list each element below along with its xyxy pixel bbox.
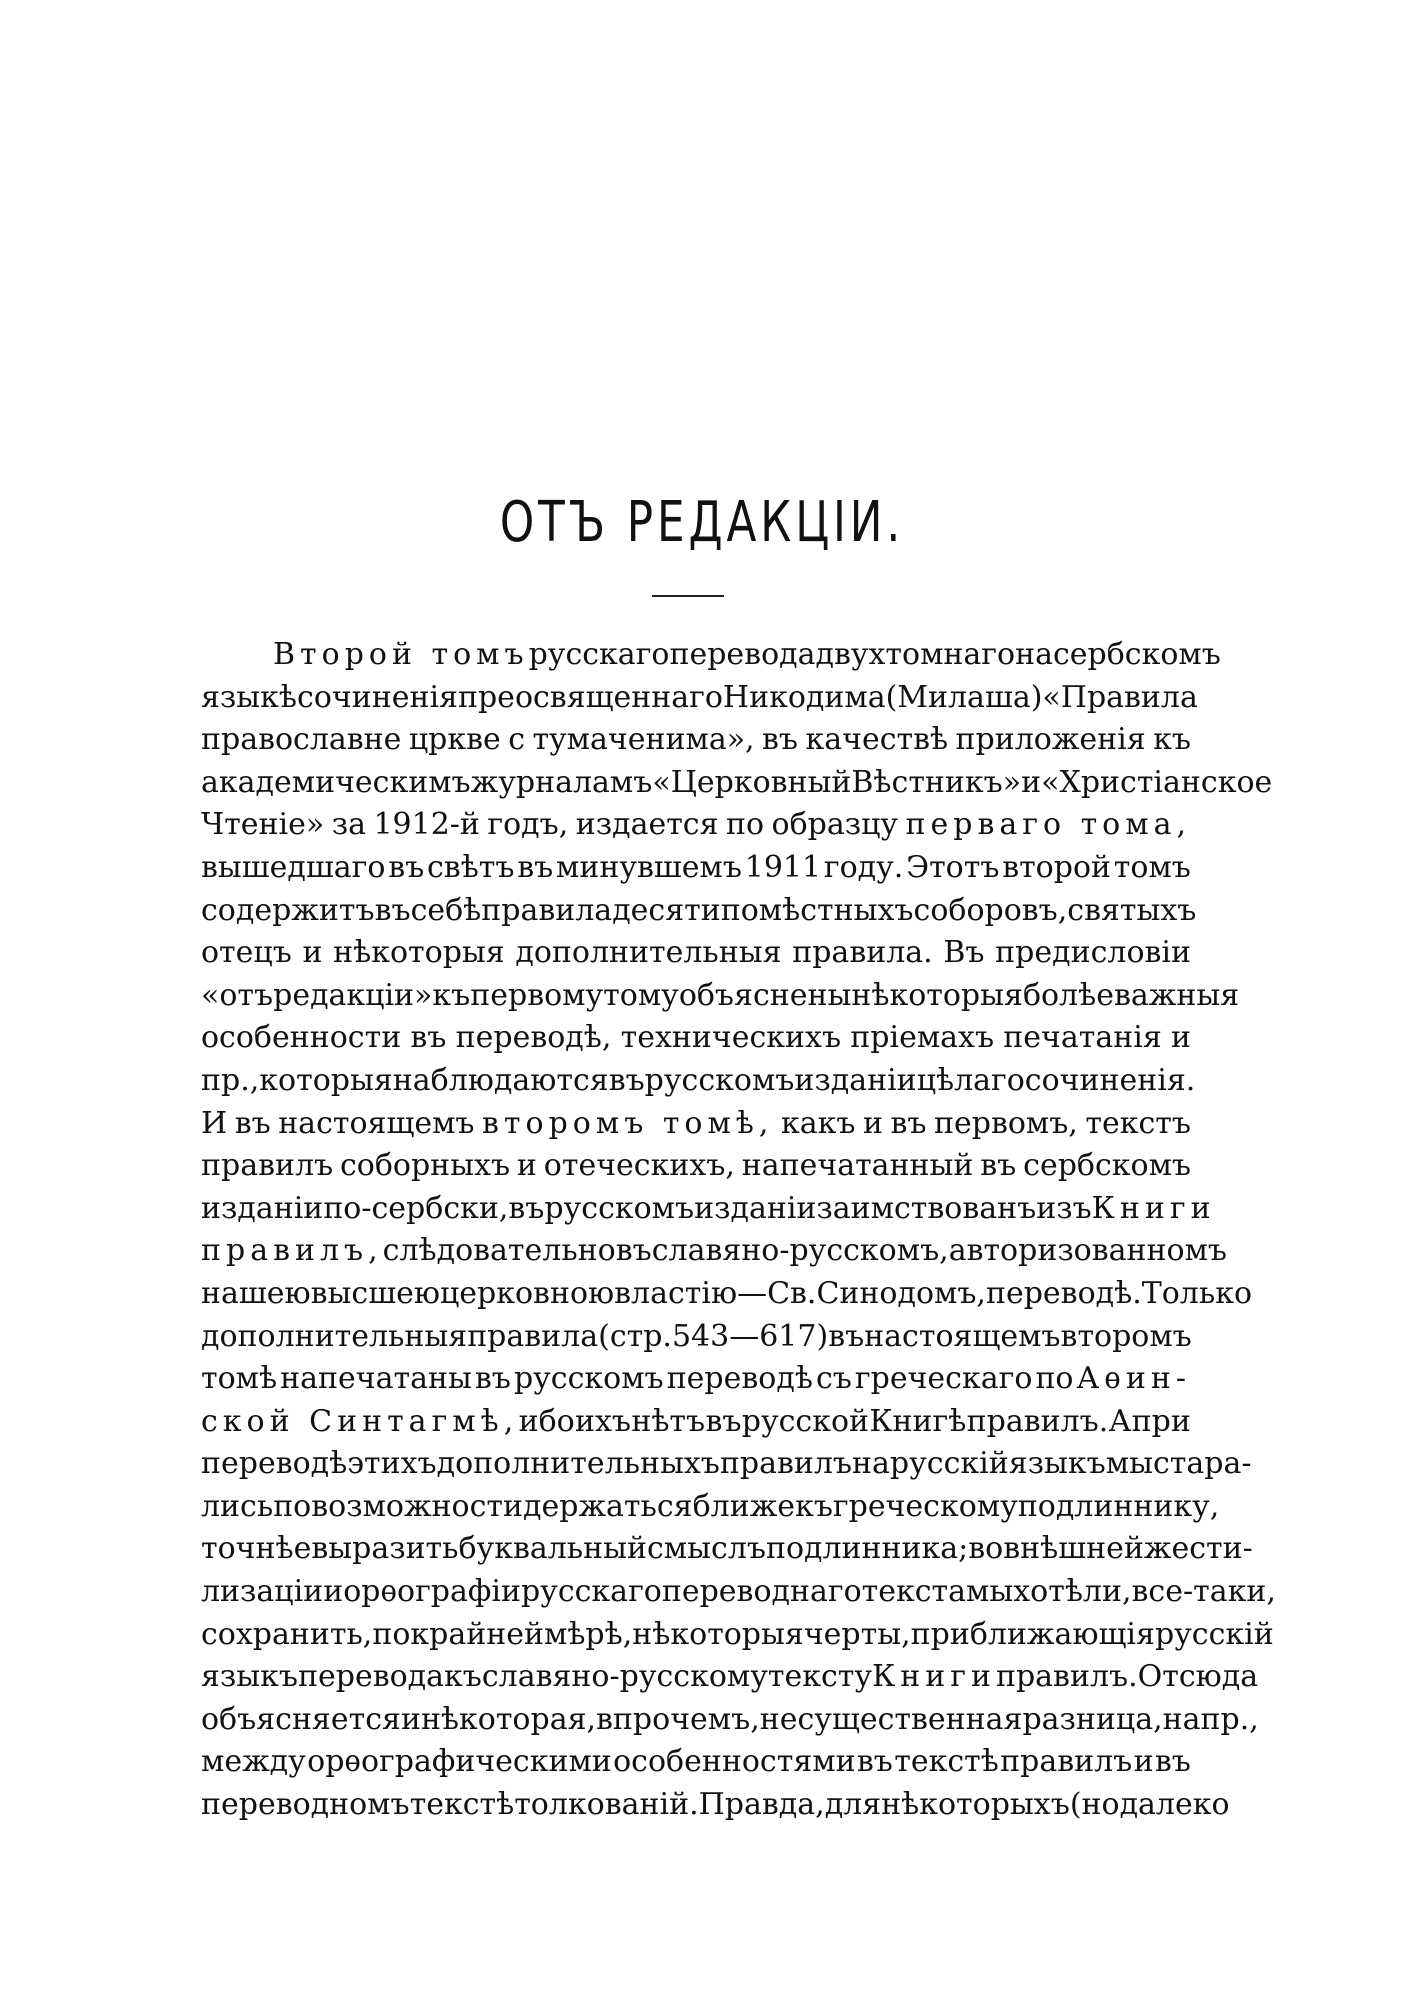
text-line [201, 1060, 1196, 1103]
text-word: предисловіи [995, 935, 1191, 971]
text-word: русскій [889, 1446, 1009, 1482]
text-word: слѣдовательно [382, 1233, 616, 1269]
text-word: приложенія [955, 722, 1146, 758]
text-word: сербскомъ [1052, 637, 1221, 672]
text-word: заимствованъ [816, 1190, 1037, 1226]
text-line [201, 847, 1191, 890]
text-word: и [302, 935, 323, 971]
text-line [201, 634, 1221, 677]
text-line [201, 1230, 1227, 1273]
text-word: языкѣ [201, 679, 298, 715]
text-line [201, 1571, 1276, 1614]
text-word: сербскомъ [1023, 1148, 1191, 1184]
text-word: переводѣ [201, 1446, 348, 1482]
text-word: въ [615, 1233, 652, 1269]
text-word: въ [508, 1190, 545, 1226]
text-word: русскаго [520, 1574, 662, 1610]
text-word: важныя [1113, 977, 1240, 1013]
text-line [201, 677, 1198, 720]
text-word: на [1015, 637, 1053, 672]
text-word: цркве [408, 722, 501, 758]
text-word: изъ [1036, 1190, 1092, 1226]
text-word: (Милаша) [885, 679, 1043, 715]
text-word: «отъ [201, 977, 274, 1013]
text-word: между [201, 1744, 306, 1780]
text-word: Второй томъ [273, 637, 529, 672]
text-word: двухтомнаго [815, 637, 1016, 672]
text-word: первомъ, [933, 1105, 1078, 1141]
text-word: святыхъ [1067, 892, 1197, 928]
text-word: преосвященнаго [457, 679, 723, 715]
text-line [201, 1656, 1259, 1699]
text-word: и [1021, 764, 1042, 800]
text-word: въ [374, 892, 411, 928]
text-word: ской Синтагмѣ, [201, 1403, 519, 1439]
text-word: русской [741, 1403, 869, 1439]
text-word: нѣкоторыхъ [881, 1787, 1070, 1823]
text-word: А [1108, 1403, 1132, 1439]
text-word: приближающія [910, 1616, 1155, 1652]
text-word: и [1171, 1020, 1191, 1056]
text-word: дополнительныя [515, 935, 782, 971]
text-word: русскій [1154, 1616, 1274, 1652]
text-word: особенности [201, 1020, 402, 1056]
text-word: второмъ томѣ, [482, 1105, 774, 1141]
text-word: дополнительныхъ [436, 1446, 720, 1482]
text-word: русскомъ [513, 1361, 664, 1397]
text-word: въ [762, 722, 799, 758]
text-word: отеческихъ, [543, 1148, 735, 1184]
text-word: сти- [1189, 1531, 1253, 1567]
text-word: впрочемъ, [596, 1701, 760, 1737]
text-line [201, 1401, 1191, 1444]
text-line [201, 1443, 1252, 1486]
text-word: помѣстныхъ [720, 892, 914, 928]
text-word: тексту [767, 1659, 873, 1695]
text-word: Правда, [698, 1787, 825, 1823]
text-word: для [824, 1787, 882, 1823]
text-word: по [372, 1616, 411, 1652]
text-word: въ [388, 849, 425, 885]
text-word: выразить [311, 1531, 459, 1567]
text-line [201, 1614, 1274, 1657]
text-word: ихъ [575, 1403, 632, 1439]
text-word: и [323, 1574, 344, 1610]
page-title: ОТЪ РЕДАКЦІИ. [499, 490, 905, 555]
text-word: ибо [518, 1403, 575, 1439]
text-word: нѣкоторая, [420, 1701, 597, 1737]
text-word: въ [517, 849, 554, 885]
text-word: Вѣстникъ» [851, 764, 1022, 800]
text-word: буквальный [458, 1531, 647, 1567]
text-line [201, 719, 1191, 762]
text-word: напр., [1162, 1701, 1259, 1737]
text-word: нѣкоторыя [851, 977, 1023, 1013]
text-word: тумаченима», [532, 722, 755, 758]
text-word: с [508, 722, 525, 758]
text-word: русскомъ [644, 1062, 795, 1098]
text-word: правилъ [201, 1148, 334, 1184]
text-word: переводѣ. [985, 1275, 1142, 1311]
text-word: правила. [792, 935, 933, 971]
text-word: въ [705, 1403, 742, 1439]
text-word: къ [432, 977, 471, 1013]
text-word: съ [815, 1361, 852, 1397]
text-word: толкованій. [514, 1787, 699, 1823]
text-word: и [862, 1105, 883, 1141]
text-word: десяти [612, 892, 721, 928]
text-word: особенностями [613, 1744, 856, 1780]
text-word: свѣтъ [427, 849, 515, 885]
text-line [201, 1358, 1191, 1401]
text-word: 543—617) [671, 1318, 829, 1354]
text-word: и [516, 1148, 537, 1184]
text-word: по-сербски, [323, 1190, 509, 1226]
text-word: соборныхъ [339, 1148, 511, 1184]
text-line [201, 932, 1191, 975]
text-word: второмъ [1060, 1318, 1192, 1354]
text-word: по [726, 807, 765, 843]
text-word: перевода [298, 1659, 445, 1695]
text-word: напечатаны [280, 1361, 472, 1397]
text-word: качествѣ [805, 722, 949, 758]
text-word: въ [890, 1105, 927, 1141]
text-word: первому [470, 977, 604, 1013]
text-word: минувшемъ [556, 849, 742, 885]
text-word: настоящемъ [864, 1318, 1061, 1354]
text-word: правилъ, [201, 1233, 383, 1269]
text-word: мѣрѣ, [543, 1616, 633, 1652]
text-word: (но [1069, 1787, 1120, 1823]
text-word: русскомъ [544, 1190, 695, 1226]
text-word: себѣ [410, 892, 482, 928]
text-word: текста [861, 1574, 967, 1610]
text-word: Никодима [722, 679, 886, 715]
text-word: объяснены [678, 977, 852, 1013]
text-word: въ [856, 1744, 893, 1780]
text-word: хотѣли, [1013, 1574, 1132, 1610]
text-word: въ [828, 1318, 865, 1354]
text-word: смыслъ [647, 1531, 766, 1567]
text-word: печатанія [1003, 1020, 1162, 1056]
text-word: держаться [523, 1488, 693, 1524]
text-word: же [1143, 1531, 1190, 1567]
text-word: которыя [259, 1062, 393, 1098]
text-word: Только [1141, 1275, 1253, 1311]
text-word: языкъ [1008, 1446, 1106, 1482]
text-word: греческому [832, 1488, 1018, 1524]
text-word: во [968, 1531, 1004, 1567]
text-word: вышедшаго [201, 849, 386, 885]
text-word: правила [467, 1318, 599, 1354]
text-word: правилъ [1000, 1744, 1133, 1780]
text-word: возможности [311, 1488, 524, 1524]
text-word: при [1131, 1403, 1191, 1439]
text-word: за [331, 807, 366, 843]
text-word: отецъ [201, 935, 292, 971]
text-word: несущественная [759, 1701, 1023, 1737]
text-word: 1911 [744, 849, 822, 885]
text-word: сохранить, [201, 1616, 373, 1652]
text-line [201, 1528, 1253, 1571]
text-word: подлинника; [765, 1531, 969, 1567]
text-word: славяно-русскомъ, [651, 1233, 949, 1269]
text-word: правила [481, 892, 613, 928]
text-word: стара- [1152, 1446, 1252, 1482]
text-word: томѣ [201, 1361, 278, 1397]
text-word: орѳографіи [343, 1574, 521, 1610]
text-word: перваго тома, [905, 807, 1191, 843]
text-word: Аѳин- [1076, 1361, 1191, 1397]
text-word: И [201, 1105, 228, 1141]
text-line [201, 1784, 1230, 1827]
text-word: на [852, 1446, 890, 1482]
text-word: черты, [803, 1616, 911, 1652]
text-word: году. [823, 849, 904, 885]
text-word: русскаго [528, 637, 670, 672]
text-word: текстъ [1085, 1105, 1191, 1141]
text-word: авторизованномъ [948, 1233, 1227, 1269]
text-word: въ [234, 1105, 271, 1141]
text-word: лись [201, 1488, 274, 1524]
text-line [201, 1316, 1191, 1359]
text-line [201, 1017, 1191, 1060]
text-word: (стр. [598, 1318, 672, 1354]
text-word: православне [201, 722, 402, 758]
text-word: переводѣ [666, 1361, 813, 1397]
text-word: нѣтъ [631, 1403, 706, 1439]
text-line [201, 1145, 1191, 1188]
text-word: Въ [943, 935, 985, 971]
text-word: соборовъ, [913, 892, 1068, 928]
text-word: въ [474, 1361, 511, 1397]
text-word: языкъ [201, 1659, 299, 1695]
text-word: «Правила [1042, 679, 1198, 715]
text-word: тому [603, 977, 679, 1013]
text-word: и [1133, 1744, 1154, 1780]
text-word: пріемахъ [850, 1020, 995, 1056]
text-line [201, 1741, 1191, 1784]
text-word: напечатанный [741, 1148, 974, 1184]
text-word: издается [575, 807, 719, 843]
text-word: объясняется [201, 1701, 401, 1737]
text-word: въ [1154, 1744, 1191, 1780]
text-word: редакціи» [273, 977, 433, 1013]
text-word: 1912-й [373, 807, 480, 843]
text-word: нѣкоторыя [632, 1616, 804, 1652]
text-word: Книги [872, 1659, 996, 1695]
text-word: разница, [1022, 1701, 1163, 1737]
text-word: далеко [1119, 1787, 1230, 1823]
text-word: греческаго [854, 1361, 1033, 1397]
text-word: къ [795, 1488, 833, 1524]
body-text [201, 634, 1276, 1827]
text-word: все-таки, [1131, 1574, 1276, 1610]
text-word: изданіи [201, 1190, 324, 1226]
text-word: наблюдаются [392, 1062, 609, 1098]
text-word: академическимъ [201, 764, 471, 800]
text-word: сочиненія. [1024, 1062, 1196, 1098]
text-word: точнѣе [201, 1531, 312, 1567]
text-word: ближе [692, 1488, 796, 1524]
text-word: къ [1153, 722, 1191, 758]
text-word: церковною [440, 1275, 615, 1311]
text-word: текстѣ [409, 1787, 515, 1823]
text-word: внѣшней [1003, 1531, 1144, 1567]
text-word: властію—Св. [614, 1275, 817, 1311]
text-word: высшею [310, 1275, 440, 1311]
text-word: нашею [201, 1275, 311, 1311]
text-word: содержитъ [201, 892, 375, 928]
text-word: правилъ [719, 1446, 853, 1482]
text-word: изданіи [794, 1062, 917, 1098]
text-line [201, 762, 1273, 805]
text-word: какъ [780, 1105, 856, 1141]
text-word: Этотъ [906, 849, 1000, 885]
text-word: крайней [410, 1616, 544, 1652]
text-word: переводнаго [661, 1574, 862, 1610]
text-word: переводѣ, [455, 1020, 612, 1056]
text-word: изданіи [694, 1190, 817, 1226]
text-line [201, 1188, 1216, 1231]
text-word: переводномъ [201, 1787, 410, 1823]
text-word: нѣкоторыя [333, 935, 505, 971]
text-word: и [400, 1701, 421, 1737]
text-word: настоящемъ [278, 1105, 475, 1141]
text-word: Книгѣ [869, 1403, 967, 1439]
text-line [201, 1273, 1253, 1316]
text-word: текстѣ [894, 1744, 999, 1780]
text-word: Отсюда [1137, 1659, 1259, 1695]
text-word: мы [1105, 1446, 1153, 1482]
text-word: образцу [771, 807, 899, 843]
text-word: этихъ [347, 1446, 437, 1482]
text-word: Книги [1091, 1190, 1216, 1226]
text-word: по [1035, 1361, 1074, 1397]
text-word: журналамъ [470, 764, 653, 800]
text-word: подлиннику, [1017, 1488, 1220, 1524]
text-word: въ [980, 1148, 1017, 1184]
text-word: техническихъ [620, 1020, 842, 1056]
text-line [201, 804, 1191, 847]
text-line [201, 975, 1240, 1018]
text-word: лизаціи [201, 1574, 324, 1610]
text-word: дополнительныя [201, 1318, 468, 1354]
text-word: въ [608, 1062, 645, 1098]
text-word: славяно-русскому [481, 1659, 768, 1695]
text-line [201, 1103, 1191, 1146]
text-word: перевода [669, 637, 816, 672]
text-word: второй [1002, 849, 1111, 885]
text-line [201, 1486, 1220, 1529]
text-word: цѣлаго [916, 1062, 1025, 1098]
text-word: годъ, [487, 807, 569, 843]
text-word: сочиненія [297, 679, 458, 715]
text-line [201, 1699, 1259, 1742]
text-word: болѣе [1022, 977, 1114, 1013]
text-word: «Церковный [652, 764, 852, 800]
text-word: орѳографическими [307, 1744, 612, 1780]
title-rule [652, 595, 724, 597]
text-word: къ [444, 1659, 482, 1695]
text-word: мы [966, 1574, 1014, 1610]
text-word: по [273, 1488, 312, 1524]
text-word: правилъ. [966, 1403, 1109, 1439]
text-word: томъ [1113, 849, 1191, 885]
text-word: Синодомъ, [816, 1275, 986, 1311]
text-word: правилъ. [995, 1659, 1138, 1695]
text-line [201, 890, 1197, 933]
text-word: Чтеніе» [201, 807, 325, 843]
text-word: «Христіанское [1041, 764, 1273, 800]
text-word: пр., [201, 1062, 260, 1098]
text-word: въ [410, 1020, 447, 1056]
